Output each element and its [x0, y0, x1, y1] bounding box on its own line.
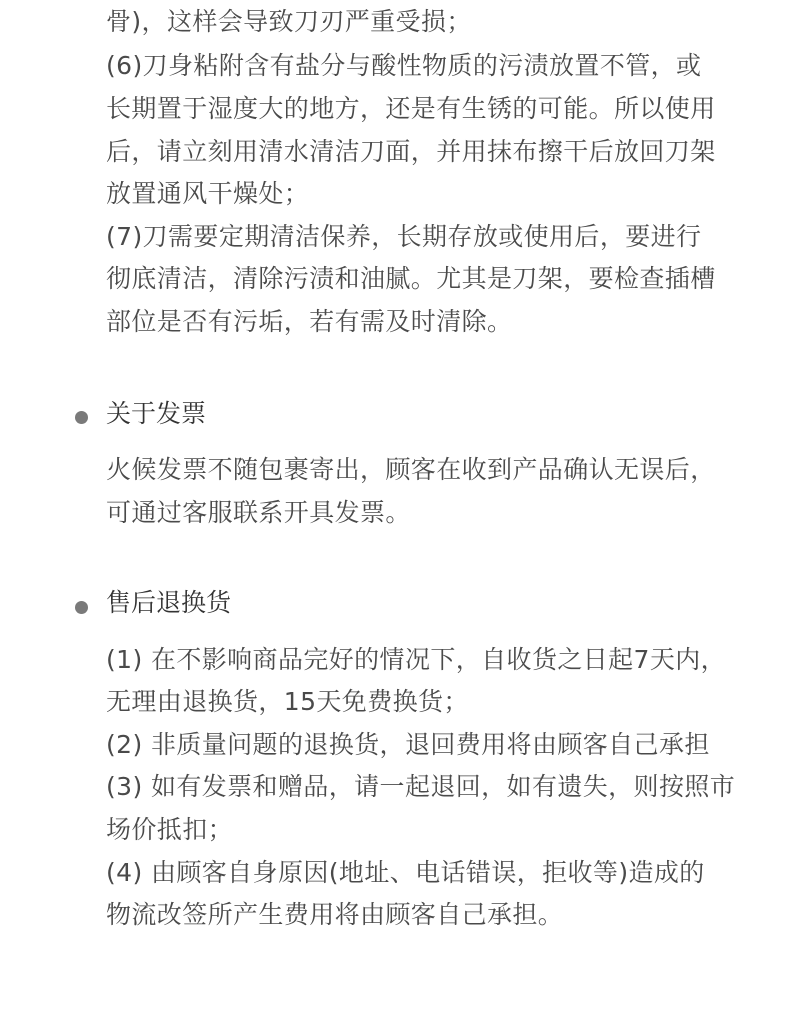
- after-sales-title: 售后退换货: [106, 588, 232, 617]
- care-line: 部位是否有污垢，若有需及时清除。: [106, 307, 513, 336]
- after-sales-line: (4) 由顾客自身原因(地址、电话错误，拒收等)造成的: [106, 858, 705, 887]
- after-sales-line: (1) 在不影响商品完好的情况下，自收货之日起7天内，: [106, 645, 727, 674]
- after-sales-line: (3) 如有发票和赠品，请一起退回，如有遗失，则按照市: [106, 772, 736, 801]
- care-line: 彻底清洁，清除污渍和油腻。尤其是刀架，要检查插槽: [106, 264, 716, 293]
- invoice-line: 可通过客服联系开具发票。: [106, 498, 411, 527]
- after-sales-line: (2) 非质量问题的退换货，退回费用将由顾客自己承担: [106, 730, 710, 759]
- care-line: 骨)，这样会导致刀刃严重受损；: [106, 7, 472, 36]
- care-line: 后，请立刻用清水清洁刀面，并用抹布擦干后放回刀架: [106, 137, 716, 166]
- bullet-icon: [75, 411, 88, 424]
- after-sales-line: 物流改签所产生费用将由顾客自己承担。: [106, 900, 564, 929]
- care-line: (7)刀需要定期清洁保养，长期存放或使用后，要进行: [106, 222, 702, 251]
- invoice-title: 关于发票: [106, 399, 207, 428]
- after-sales-line: 无理由退换货，15天免费换货；: [106, 687, 469, 716]
- care-line: 放置通风干燥处；: [106, 179, 310, 208]
- care-line: 长期置于湿度大的地方，还是有生锈的可能。所以使用: [106, 94, 716, 123]
- invoice-line: 火候发票不随包裹寄出，顾客在收到产品确认无误后，: [106, 455, 716, 484]
- after-sales-line: 场价抵扣；: [106, 815, 234, 844]
- bullet-icon: [75, 601, 88, 614]
- care-line: (6)刀身粘附含有盐分与酸性物质的污渍放置不管，或: [106, 51, 702, 80]
